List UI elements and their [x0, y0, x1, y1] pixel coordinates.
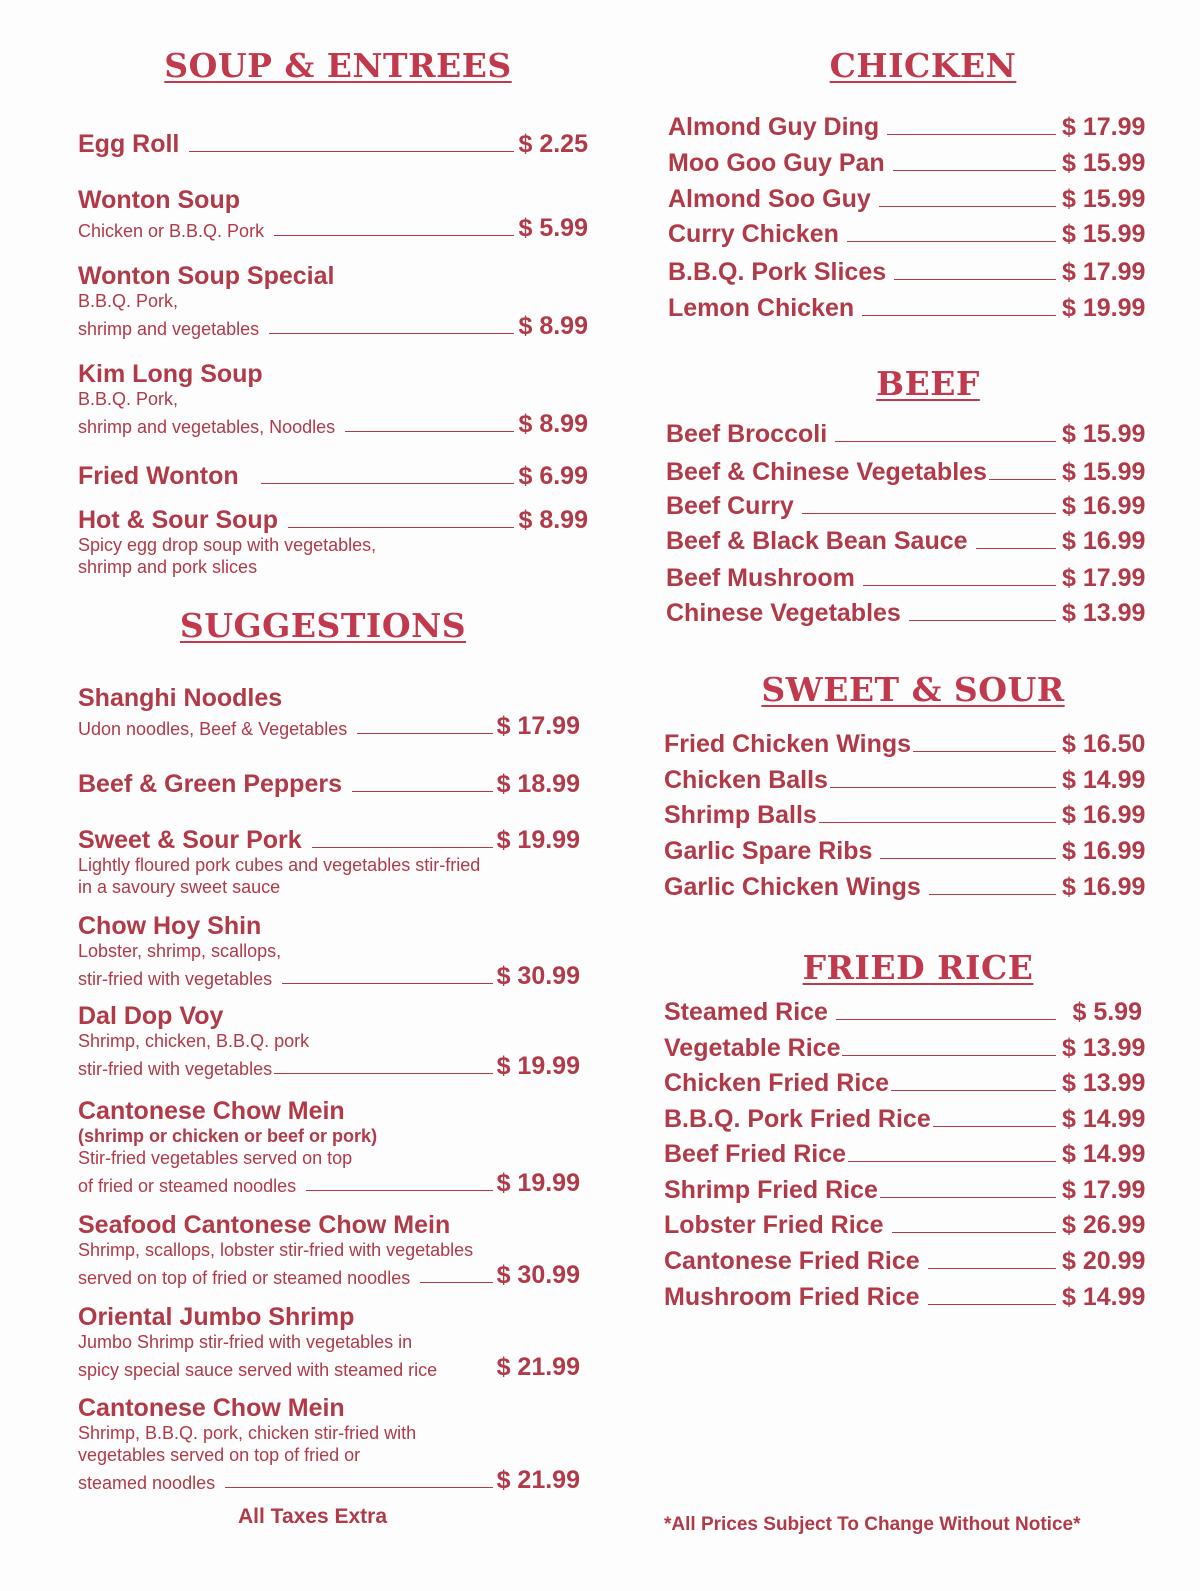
menu-item	[78, 506, 588, 578]
leader-line	[928, 1268, 1056, 1269]
menu-item	[664, 730, 1146, 758]
leader-line	[929, 894, 1056, 895]
item-price: $ 8.99	[518, 410, 588, 438]
item-name: Wonton Soup	[78, 186, 240, 214]
leader-line	[835, 441, 1056, 442]
menu-item	[666, 564, 1146, 592]
menu-item	[664, 1211, 1146, 1239]
item-price: $ 17.99	[496, 712, 580, 740]
section-title-soup: SOUP & ENTREES	[164, 46, 512, 85]
leader-line	[836, 1019, 1056, 1020]
item-desc: Udon noodles, Beef & Vegetables	[78, 719, 348, 739]
item-price: $ 18.99	[496, 770, 580, 798]
menu-item	[664, 1105, 1146, 1133]
item-name: Seafood Cantonese Chow Mein	[78, 1211, 451, 1239]
menu-item	[78, 684, 580, 740]
item-desc: stir-fried with vegetables	[78, 1059, 273, 1079]
item-price: $ 15.99	[1062, 185, 1146, 213]
menu-item	[666, 420, 1146, 448]
leader-line	[312, 847, 493, 848]
menu-item	[664, 1140, 1146, 1168]
item-price: $ 13.99	[1062, 599, 1146, 627]
item-name: Shrimp Fried Rice	[664, 1176, 878, 1204]
menu-item	[664, 998, 1142, 1026]
leader-line	[891, 1090, 1056, 1091]
item-name: Cantonese Fried Rice	[664, 1247, 920, 1275]
item-name: Vegetable Rice	[664, 1034, 841, 1062]
item-desc: served on top of fried or steamed noodles	[78, 1268, 411, 1288]
item-name: Hot & Sour Soup	[78, 506, 278, 534]
item-price: $ 14.99	[1062, 1140, 1146, 1168]
menu-item	[78, 262, 588, 340]
item-desc: vegetables served on top of fried or	[78, 1445, 361, 1465]
item-price: $ 14.99	[1062, 1105, 1146, 1133]
item-price: $ 16.50	[1062, 730, 1146, 758]
item-name: Sweet & Sour Pork	[78, 826, 302, 854]
item-price: $ 8.99	[518, 312, 588, 340]
menu-item	[78, 130, 588, 158]
leader-line	[880, 1197, 1056, 1198]
menu-item	[668, 258, 1146, 286]
item-name: Kim Long Soup	[78, 360, 263, 388]
menu-item	[664, 766, 1146, 794]
item-name: Almond Soo Guy	[668, 185, 871, 213]
menu-item	[78, 826, 580, 898]
item-price: $ 5.99	[1072, 998, 1142, 1026]
leader-line	[830, 787, 1056, 788]
item-price: $ 6.99	[518, 462, 588, 490]
leader-line	[892, 1232, 1057, 1233]
item-price: $ 2.25	[518, 130, 588, 158]
leader-line	[887, 134, 1056, 135]
item-desc: Shrimp, scallops, lobster stir-fried with vegetables	[78, 1240, 474, 1260]
menu-item	[668, 294, 1146, 322]
item-name: Chow Hoy Shin	[78, 912, 262, 940]
item-desc: Shrimp, B.B.Q. pork, chicken stir-fried with	[78, 1423, 417, 1443]
item-desc: B.B.Q. Pork,	[78, 291, 179, 311]
leader-line	[225, 1487, 492, 1488]
leader-line	[274, 1073, 492, 1074]
leader-line	[847, 241, 1056, 242]
item-desc: of fried or steamed noodles	[78, 1176, 297, 1196]
item-name: Chicken Fried Rice	[664, 1069, 890, 1097]
item-price: $ 17.99	[1062, 113, 1146, 141]
leader-line	[819, 822, 1056, 823]
menu-item	[78, 1097, 580, 1197]
leader-line	[989, 479, 1056, 480]
section-title-suggestions: SUGGESTIONS	[179, 606, 467, 645]
item-desc: in a savoury sweet sauce	[78, 877, 281, 897]
item-name: Fried Wonton	[78, 462, 239, 490]
item-name: Oriental Jumbo Shrimp	[78, 1303, 355, 1331]
menu-item	[664, 1069, 1146, 1097]
item-name: Steamed Rice	[664, 998, 828, 1026]
leader-line	[842, 1055, 1056, 1056]
leader-line	[893, 170, 1056, 171]
item-price: $ 13.99	[1062, 1034, 1146, 1062]
item-price: $ 16.99	[1062, 527, 1146, 555]
item-price: $ 30.99	[496, 1261, 580, 1289]
leader-line	[862, 315, 1056, 316]
leader-line	[894, 279, 1056, 280]
item-desc: B.B.Q. Pork,	[78, 389, 179, 409]
menu-item	[664, 837, 1146, 865]
section-title-chicken: CHICKEN	[829, 46, 1017, 85]
item-price: $ 26.99	[1062, 1211, 1146, 1239]
section-title-beef: BEEF	[876, 364, 980, 403]
item-name: Dal Dop Voy	[78, 1002, 224, 1030]
item-price: $ 30.99	[496, 962, 580, 990]
menu-item	[664, 1034, 1146, 1062]
item-name: Beef Fried Rice	[664, 1140, 847, 1168]
item-price: $ 19.99	[496, 1169, 580, 1197]
leader-line	[352, 791, 493, 792]
item-name: Fried Chicken Wings	[664, 730, 912, 758]
item-name: Beef & Green Peppers	[78, 770, 342, 798]
item-desc: shrimp and pork slices	[78, 557, 258, 577]
item-price: $ 17.99	[1062, 564, 1146, 592]
leader-line	[261, 483, 515, 484]
menu-item	[668, 220, 1146, 248]
leader-line	[913, 751, 1056, 752]
item-desc: shrimp and vegetables, Noodles	[78, 417, 336, 437]
item-price: $ 15.99	[1062, 458, 1146, 486]
item-name: Beef & Black Bean Sauce	[666, 527, 968, 555]
item-name: Garlic Chicken Wings	[664, 873, 921, 901]
menu-item	[78, 1394, 580, 1494]
item-price: $ 17.99	[1062, 258, 1146, 286]
item-price: $ 19.99	[496, 1052, 580, 1080]
menu-item	[78, 462, 588, 490]
item-desc: (shrimp or chicken or beef or pork)	[78, 1126, 378, 1146]
item-price: $ 19.99	[1062, 294, 1146, 322]
item-desc: shrimp and vegetables	[78, 319, 260, 339]
item-name: Shrimp Balls	[664, 801, 817, 829]
leader-line	[189, 151, 514, 152]
item-name: Beef Broccoli	[666, 420, 828, 448]
item-price: $ 14.99	[1062, 1283, 1146, 1311]
item-desc: Stir-fried vegetables served on top	[78, 1148, 353, 1168]
item-desc: Lightly floured pork cubes and vegetables stir-fried	[78, 855, 481, 875]
taxes-note: All Taxes Extra	[238, 1505, 388, 1528]
menu-item	[664, 1247, 1146, 1275]
item-price: $ 5.99	[518, 214, 588, 242]
leader-line	[288, 527, 515, 528]
item-price: $ 21.99	[496, 1353, 580, 1381]
item-name: Curry Chicken	[668, 220, 839, 248]
menu-item	[664, 1176, 1146, 1204]
menu-item	[666, 492, 1146, 520]
item-name: Cantonese Chow Mein	[78, 1097, 345, 1125]
menu-item	[666, 599, 1146, 627]
item-name: Almond Guy Ding	[668, 113, 880, 141]
item-price: $ 15.99	[1062, 149, 1146, 177]
item-name: Moo Goo Guy Pan	[668, 149, 885, 177]
leader-line	[863, 585, 1056, 586]
leader-line	[848, 1161, 1056, 1162]
leader-line	[933, 1126, 1056, 1127]
leader-line	[879, 206, 1056, 207]
menu-item	[78, 1211, 580, 1289]
leader-line	[976, 548, 1056, 549]
item-price: $ 19.99	[496, 826, 580, 854]
item-desc: Shrimp, chicken, B.B.Q. pork	[78, 1031, 310, 1051]
leader-line	[357, 733, 492, 734]
item-price: $ 8.99	[518, 506, 588, 534]
item-desc: Chicken or B.B.Q. Pork	[78, 221, 265, 241]
item-price: $ 16.99	[1062, 801, 1146, 829]
item-name: Beef Mushroom	[666, 564, 855, 592]
item-price: $ 15.99	[1062, 220, 1146, 248]
leader-line	[274, 235, 514, 236]
menu-item	[78, 912, 580, 990]
menu-item	[664, 801, 1146, 829]
item-desc: stir-fried with vegetables	[78, 969, 273, 989]
item-price: $ 16.99	[1062, 837, 1146, 865]
item-price: $ 15.99	[1062, 420, 1146, 448]
leader-line	[306, 1190, 492, 1191]
menu-item	[664, 873, 1146, 901]
item-name: B.B.Q. Pork Slices	[668, 258, 887, 286]
menu-item	[666, 458, 1146, 486]
menu-item	[668, 185, 1146, 213]
section-title-sweet-sour: SWEET & SOUR	[761, 670, 1065, 709]
leader-line	[282, 983, 492, 984]
item-price: $ 14.99	[1062, 766, 1146, 794]
menu-item	[668, 149, 1146, 177]
menu-item	[78, 770, 580, 798]
menu-item	[666, 527, 1146, 555]
item-desc: Spicy egg drop soup with vegetables,	[78, 535, 377, 555]
item-name: Lobster Fried Rice	[664, 1211, 884, 1239]
leader-line	[909, 620, 1056, 621]
menu-item	[668, 113, 1146, 141]
section-title-fried-rice: FRIED RICE	[802, 948, 1034, 987]
price-change-note: *All Prices Subject To Change Without Notice*	[664, 1514, 1081, 1535]
item-name: Mushroom Fried Rice	[664, 1283, 920, 1311]
item-name: B.B.Q. Pork Fried Rice	[664, 1105, 931, 1133]
leader-line	[880, 858, 1056, 859]
item-name: Garlic Spare Ribs	[664, 837, 873, 865]
item-name: Beef Curry	[666, 492, 794, 520]
item-price: $ 17.99	[1062, 1176, 1146, 1204]
leader-line	[928, 1304, 1056, 1305]
menu-item	[78, 186, 588, 242]
item-price: $ 16.99	[1062, 492, 1146, 520]
item-name: Beef & Chinese Vegetables	[666, 458, 987, 486]
item-desc: spicy special sauce served with steamed rice	[78, 1360, 438, 1380]
leader-line	[802, 513, 1056, 514]
menu-item	[78, 1303, 580, 1381]
item-name: Lemon Chicken	[668, 294, 855, 322]
item-name: Egg Roll	[78, 130, 180, 158]
item-desc: Jumbo Shrimp stir-fried with vegetables in	[78, 1332, 413, 1352]
item-name: Cantonese Chow Mein	[78, 1394, 345, 1422]
item-name: Shanghi Noodles	[78, 684, 283, 712]
menu-item	[78, 360, 588, 438]
item-name: Chinese Vegetables	[666, 599, 901, 627]
item-price: $ 16.99	[1062, 873, 1146, 901]
item-desc: steamed noodles	[78, 1473, 216, 1493]
item-price: $ 21.99	[496, 1466, 580, 1494]
leader-line	[345, 431, 514, 432]
item-price: $ 13.99	[1062, 1069, 1146, 1097]
item-name: Chicken Balls	[664, 766, 828, 794]
menu-item	[78, 1002, 580, 1080]
leader-line	[269, 333, 514, 334]
item-name: Wonton Soup Special	[78, 262, 335, 290]
item-desc: Lobster, shrimp, scallops,	[78, 941, 282, 961]
menu-item	[664, 1283, 1146, 1311]
leader-line	[420, 1282, 492, 1283]
item-price: $ 20.99	[1062, 1247, 1146, 1275]
